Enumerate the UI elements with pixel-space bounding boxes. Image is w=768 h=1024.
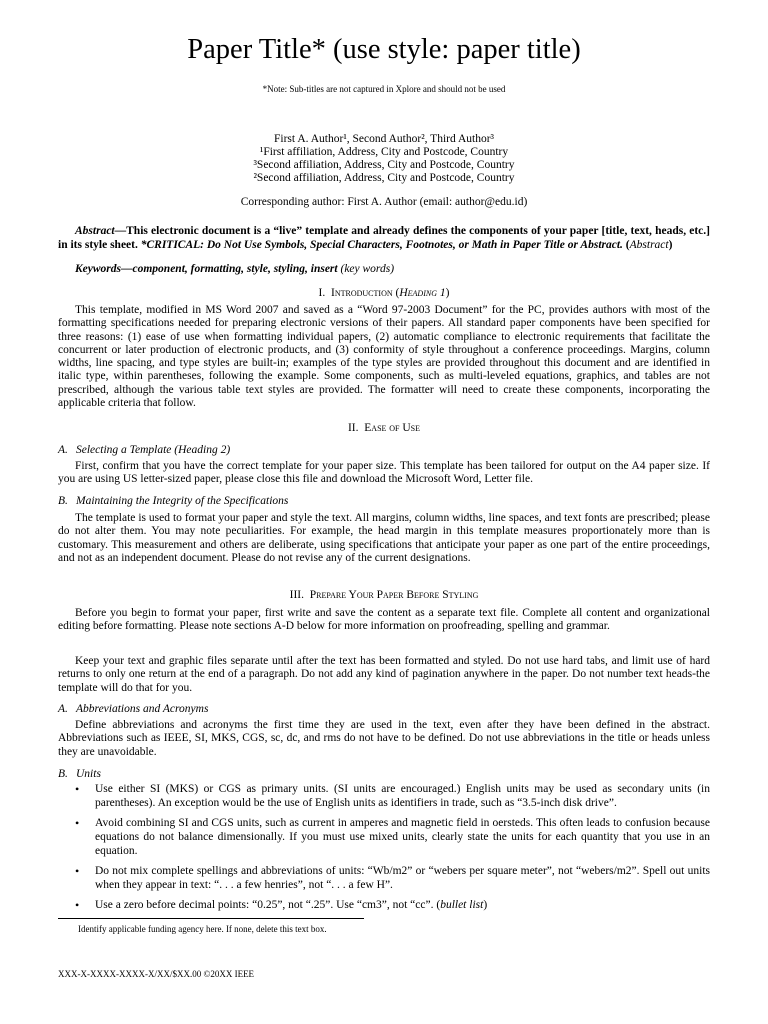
- prepare-paragraph-2: Keep your text and graphic files separate until after the text has been formatted and styled. Do not use hard tabs, and limit use of hard returns to only one return at the end of a paragraph. Do not add any kind of pagination anywhere in the paper. Do not number text heads-the template will do that for you.: [58, 655, 710, 694]
- heading-style-open: (: [392, 287, 400, 299]
- abstract: [58, 225, 710, 252]
- heading-style-close: ): [445, 287, 450, 299]
- affiliation-3: ²Second affiliation, Address, City and Postcode, Country: [253, 172, 515, 184]
- corresponding-author: Corresponding author: First A. Author (email: author@edu.id): [240, 196, 528, 208]
- bullet-icon: •: [75, 864, 80, 878]
- section-title: Prepare Your Paper Before Styling: [309, 589, 479, 601]
- footnote-divider: [58, 918, 364, 919]
- subsection-letter: A.: [58, 703, 68, 715]
- funding-footnote: Identify applicable funding agency here. If none, delete this text box.: [78, 924, 327, 934]
- bullet-icon: •: [75, 898, 80, 912]
- keywords: [58, 262, 710, 276]
- paper-title: Paper Title* (use style: paper title): [187, 34, 581, 65]
- subsection-title: Abbreviations and Acronyms: [76, 703, 209, 715]
- abstract-style-close: ): [668, 238, 673, 251]
- subsection-title: Selecting a Template (Heading 2): [76, 444, 231, 456]
- bullet-text: Do not mix complete spellings and abbreviations of units: “Wb/m2” or “webers per square meter”, not “webers/m2”. Spell out units when they appear in text: “. . . a few henries”, not “. . . a few H”.: [95, 865, 710, 891]
- bullet-item: [58, 816, 710, 858]
- bullet-text: Use either SI (MKS) or CGS as primary units. (SI units are encouraged.) English units may be used as secondary units (in parentheses). An exception would be the use of English units as identifiers in trade, such as “3.5-inch disk drive”.: [95, 783, 710, 809]
- keywords-style-close: ): [390, 263, 395, 275]
- bullet-item: [58, 782, 710, 810]
- abstract-critical: *CRITICAL: Do Not Use Symbols, Special Characters, Footnotes, or Math in Paper Title or Abstract.: [140, 238, 623, 251]
- section-numeral: I.: [318, 287, 326, 299]
- keywords-style-name: key words: [344, 263, 391, 275]
- section-numeral: III.: [289, 589, 304, 601]
- abstract-style-name: Abstract: [629, 238, 669, 251]
- subsection-heading-selecting-template: [58, 443, 710, 457]
- bullet-item: [58, 898, 710, 912]
- subsection-title: Units: [76, 768, 101, 780]
- keywords-label: Keywords—component, formatting, style, styling, insert: [75, 263, 338, 275]
- subsection-heading-abbreviations: [58, 702, 710, 716]
- section-heading-introduction: [58, 286, 710, 300]
- heading-style-name: Heading 1: [399, 287, 446, 299]
- bullet-icon: •: [75, 816, 80, 830]
- abstract-style-open: (: [622, 238, 630, 251]
- bullet-text: Avoid combining SI and CGS units, such as current in amperes and magnetic field in oersteds. This often leads to confusion because equations do not balance dimensionally. If you must use mixed units, clearly state the units for each quantity that you use in an equation.: [95, 817, 710, 857]
- subsection-heading-units: [58, 767, 710, 781]
- bullet-icon: •: [75, 782, 80, 796]
- abstract-text: This electronic document is a “live” template and already defines the components of your paper [title, text, heads, etc.] in its style sheet.: [58, 225, 710, 251]
- bullet-text: Use a zero before decimal points: “0.25”, not “.25”. Use “cm3”, not “cc”. (: [95, 899, 441, 911]
- integrity-paragraph: The template is used to format your paper and style the text. All margins, column widths, line spaces, and text fonts are prescribed; please do not alter them. You may note peculiarities. For example, the head margin in this template measures proportionately more than is customary. This measurement and others are deliberate, using specifications that anticipate your paper as one part of the entire proceedings, and not as an independent document. Please do not revise any of the current designations.: [58, 512, 710, 564]
- affiliation-2: ³Second affiliation, Address, City and Postcode, Country: [253, 159, 515, 171]
- copyright-notice: XXX-X-XXXX-XXXX-X/XX/$XX.00 ©20XX IEEE: [58, 969, 255, 979]
- section-title: Introduction: [331, 287, 393, 299]
- section-heading-prepare-paper: [58, 588, 710, 602]
- affiliation-1: ¹First affiliation, Address, City and Postcode, Country: [259, 146, 509, 158]
- subsection-title: Maintaining the Integrity of the Specifications: [76, 495, 289, 507]
- subsection-heading-integrity: [58, 494, 710, 508]
- subsection-letter: B.: [58, 768, 68, 780]
- subsection-letter: B.: [58, 495, 68, 507]
- abstract-dash: —: [114, 225, 127, 237]
- section-numeral: II.: [347, 422, 359, 434]
- subtitle-note: *Note: Sub-titles are not captured in Xplore and should not be used: [262, 84, 506, 94]
- selecting-template-paragraph: First, confirm that you have the correct template for your paper size. This template has been tailored for output on the A4 paper size. If you are using US letter-sized paper, please close this file and download the Microsoft Word, Letter file.: [58, 460, 710, 486]
- abbreviations-paragraph: Define abbreviations and acronyms the first time they are used in the text, even after they have been defined in the abstract. Abbreviations such as IEEE, SI, MKS, CGS, sc, dc, and rms do not have to be defined. Do not use abbreviations in the title or heads unless they are unavoidable.: [58, 719, 710, 758]
- units-bullet-list: [58, 782, 710, 918]
- subsection-letter: A.: [58, 444, 68, 456]
- section-title: Ease of Use: [364, 422, 421, 434]
- author-block: [58, 133, 710, 185]
- bullet-style-name: bullet list: [440, 899, 484, 911]
- keywords-style-open: (: [337, 263, 345, 275]
- section-heading-ease-of-use: [58, 421, 710, 435]
- prepare-paragraph-1: Before you begin to format your paper, first write and save the content as a separate text file. Complete all content and organizational editing before formatting. Please note sections A-D below for more information on proofreading, spelling and grammar.: [58, 607, 710, 633]
- bullet-style-close: ): [483, 899, 488, 911]
- abstract-label: Abstract: [75, 225, 115, 237]
- author-names: First A. Author¹, Second Author², Third Author³: [273, 133, 494, 145]
- introduction-paragraph: This template, modified in MS Word 2007 and saved as a “Word 97-2003 Document” for the PC, provides authors with most of the formatting specifications needed for preparing electronic versions of their papers. All standard paper components have been specified for three reasons: (1) ease of use when formatting individual papers, (2) automatic compliance to electronic requirements that facilitate the concurrent or later production of electronic products, and (3) conformity of style throughout a conference proceedings. Margins, column widths, line spacing, and type styles are built-in; examples of the type styles are provided throughout this document and are identified in italic type, within parentheses, following the example. Some components, such as multi-leveled equations, graphics, and tables are not prescribed, although the various table text styles are provided. The formatter will need to create these components, incorporating the applicable criteria that follow.: [58, 304, 710, 410]
- bullet-item: [58, 864, 710, 892]
